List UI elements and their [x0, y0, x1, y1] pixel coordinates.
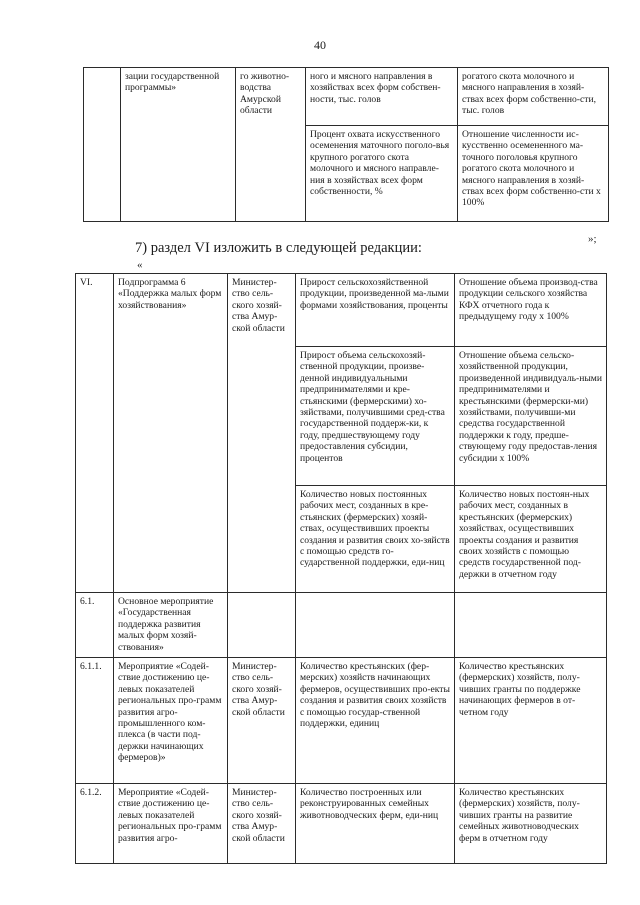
top-table-num-cell: [84, 68, 121, 222]
table-row-exec: Министер-ство сель-ского хозяй-ства Амур-ской области: [228, 274, 296, 347]
table-row-formula: Отношение объема сельско-хозяйственной продукции, произведенной индивидуаль-ными предпринимателями и крестьянскими (фермерски-ми) хозяйствами, получивши-ми средства государственной поддержки к году, предше-ствующему году предостав-ления субсидии х 100%: [455, 347, 607, 486]
closing-quote: »;: [588, 233, 597, 245]
table-row-num: 6.1.1.: [76, 658, 114, 784]
top-table: [83, 67, 609, 222]
main-table: [75, 273, 607, 864]
table-row-formula: Количество новых постоян-ных рабочих мест, созданных в крестьянских (фермерских) хозяйствах, осуществивших проекты создания и развития своих хозяйств с помощью средств государственной под-держки в отчетном году: [455, 486, 607, 593]
top-table-indicator-cell: ного и мясного направления в хозяйствах всех форм собствен-ности, тыс. голов: [306, 68, 458, 126]
table-row-name: Мероприятие «Содей-ствие достижению це-левых показателей региональных про-грамм развития агро-: [114, 784, 228, 864]
table-row-formula: Количество крестьянских (фермерских) хозяйств, полу-чивших гранты на развитие семейных животноводческих ферм в отчетном году: [455, 784, 607, 864]
table-row-formula: Количество крестьянских (фермерских) хозяйств, полу-чивших гранты по поддержке начинающих фермеров в от-четном году: [455, 658, 607, 784]
table-row-formula: [455, 593, 607, 658]
top-table-indicator-cell: Процент охвата искусственного осеменения маточного поголо-вья крупного рогатого скота молочного и мясного направле-ния в хозяйствах всех форм собственности, %: [306, 126, 458, 222]
table-row-num: 6.1.: [76, 593, 114, 658]
page-number: 40: [314, 38, 326, 52]
top-table-formula-cell: рогатого скота молочного и мясного направления в хозяй-ствах всех форм собственно-сти, тыс. голов: [458, 68, 609, 126]
table-row-indicator: Количество новых постоянных рабочих мест, созданных в кре-стьянских (фермерских) хозяй-ствах, осуществивших проекты создания и развития своих хо-зяйств с помощью средств го-сударственной поддержки, еди-ниц: [296, 486, 455, 593]
table-row-exec: [228, 593, 296, 658]
table-row-formula: Отношение объема производ-ства продукции сельского хозяйства КФХ отчетного года к предыдущему году х 100%: [455, 274, 607, 347]
section-heading: 7) раздел VI изложить в следующей редакции:: [135, 240, 422, 256]
table-row-indicator: Количество крестьянских (фер-мерских) хозяйств начинающих фермеров, осуществивших про-екты создания и развития своих хозяйств с помощью государ-ственной поддержки, единиц: [296, 658, 455, 784]
table-row-num: VI.: [76, 274, 114, 347]
table-row-indicator: [296, 593, 455, 658]
table-row-indicator: Прирост сельскохозяйственной продукции, произведенной ма-лыми формами хозяйствования, проценты: [296, 274, 455, 347]
top-table-exec-cell: го животно-водства Амурской области: [236, 68, 306, 222]
table-row-name: Основное мероприятие «Государственная поддержка развития малых форм хозяй-ствования»: [114, 593, 228, 658]
table-row-num: 6.1.2.: [76, 784, 114, 864]
top-table-formula-cell: Отношение численности ис-кусственно осемененного ма-точного поголовья крупного рогатого скота молочного и мясного направления в хозяй-ствах всех форм собственно-сти х 100%: [458, 126, 609, 222]
top-table-name-cell: зации государственной программы»: [121, 68, 236, 222]
opening-quote: «: [137, 259, 143, 271]
table-row-indicator: Количество построенных или реконструированных семейных животноводческих ферм, еди-ниц: [296, 784, 455, 864]
table-row-name: Подпрограмма 6 «Поддержка малых форм хозяйствования»: [114, 274, 228, 347]
table-row-name: Мероприятие «Содей-ствие достижению це-левых показателей региональных про-грамм развития агро-промышленного ком-плекса (в части под-держки начинающих фермеров)»: [114, 658, 228, 784]
table-row-exec: Министер-ство сель-ского хозяй-ства Амур-ской области: [228, 658, 296, 784]
table-row-exec: Министер-ство сель-ского хозяй-ства Амур-ской области: [228, 784, 296, 864]
table-row-indicator: Прирост объема сельскохозяй-ственной продукции, произве-денной индивидуальными предпринимателями и кре-стьянскими (фермерскими) хо-зяйствами, получившими сред-ства государственной поддерж-ки, к году, предшествующему году предоставления субсидии, процентов: [296, 347, 455, 486]
